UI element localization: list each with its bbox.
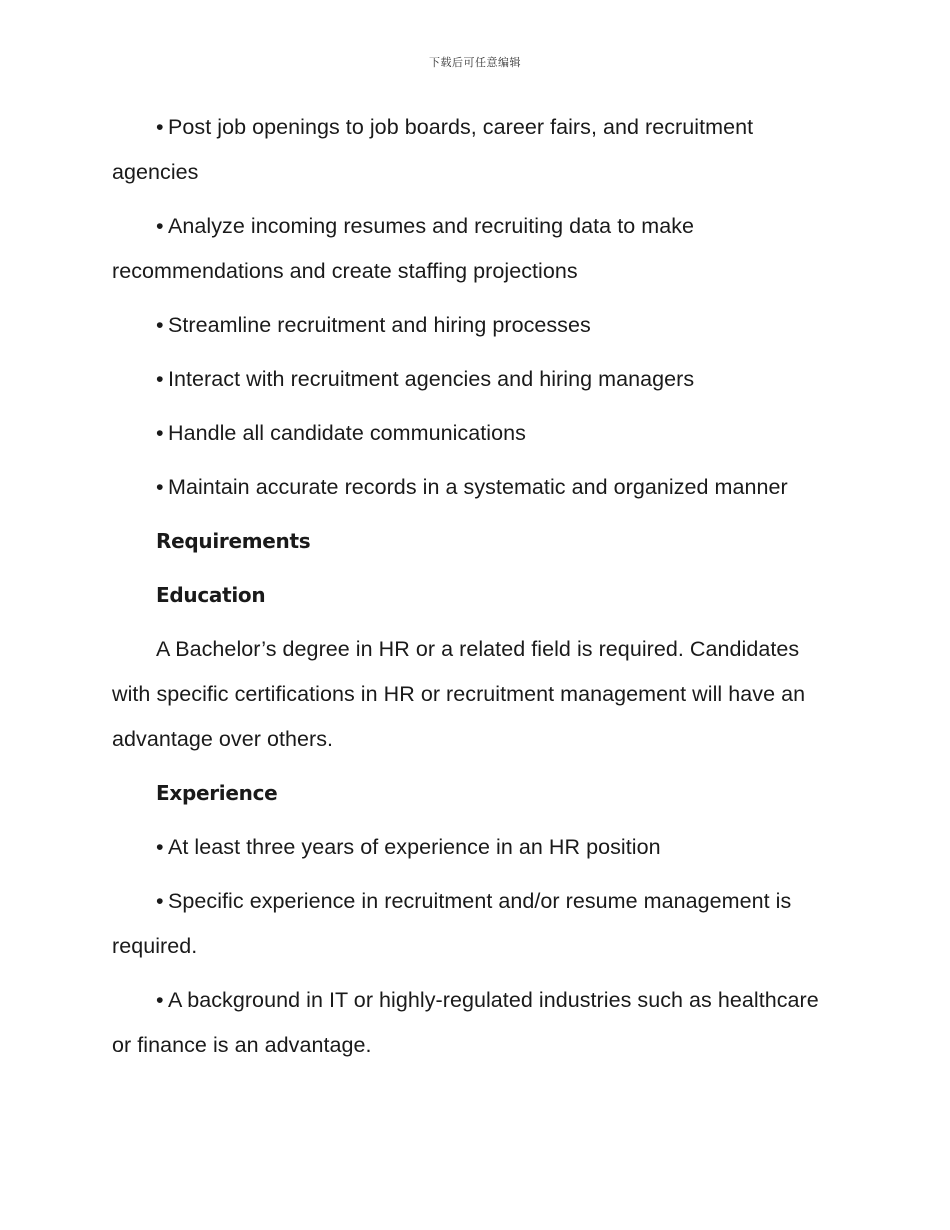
responsibility-text: Streamline recruitment and hiring processes xyxy=(168,313,591,337)
experience-text: Specific experience in recruitment and/or resume management is required. xyxy=(112,889,792,958)
responsibility-item xyxy=(112,204,832,294)
document-body xyxy=(112,105,832,1077)
bullet-icon: • xyxy=(156,214,164,238)
bullet-icon: • xyxy=(156,475,164,499)
bullet-icon: • xyxy=(156,367,164,391)
experience-item xyxy=(112,879,832,969)
responsibility-text: Maintain accurate records in a systematic and organized manner xyxy=(168,475,788,499)
responsibility-text: Handle all candidate communications xyxy=(168,421,526,445)
responsibility-item xyxy=(112,411,832,456)
responsibility-text: Analyze incoming resumes and recruiting data to make recommendations and create staffing projections xyxy=(112,214,695,283)
bullet-icon: • xyxy=(156,313,164,337)
responsibility-item xyxy=(112,303,832,348)
experience-item xyxy=(112,825,832,870)
experience-text: At least three years of experience in an HR position xyxy=(168,835,661,859)
bullet-icon: • xyxy=(156,889,164,913)
bullet-icon: • xyxy=(156,115,164,139)
responsibility-item xyxy=(112,105,832,195)
page-header: 下载后可任意编辑 xyxy=(429,56,521,69)
responsibility-item xyxy=(112,357,832,402)
experience-text: A background in IT or highly-regulated industries such as healthcare or finance is an advantage. xyxy=(112,988,819,1057)
responsibility-text: Interact with recruitment agencies and hiring managers xyxy=(168,367,695,391)
education-paragraph: A Bachelor’s degree in HR or a related field is required. Candidates with specific certifications in HR or recruitment management will have an advantage over others. xyxy=(112,637,806,751)
experience-heading: Experience xyxy=(156,781,278,805)
bullet-icon: • xyxy=(156,835,164,859)
education-heading: Education xyxy=(156,583,266,607)
bullet-icon: • xyxy=(156,421,164,445)
responsibility-text: Post job openings to job boards, career fairs, and recruitment agencies xyxy=(112,115,754,184)
experience-item xyxy=(112,978,832,1068)
responsibility-item xyxy=(112,465,832,510)
bullet-icon: • xyxy=(156,988,164,1012)
requirements-heading: Requirements xyxy=(156,529,311,553)
